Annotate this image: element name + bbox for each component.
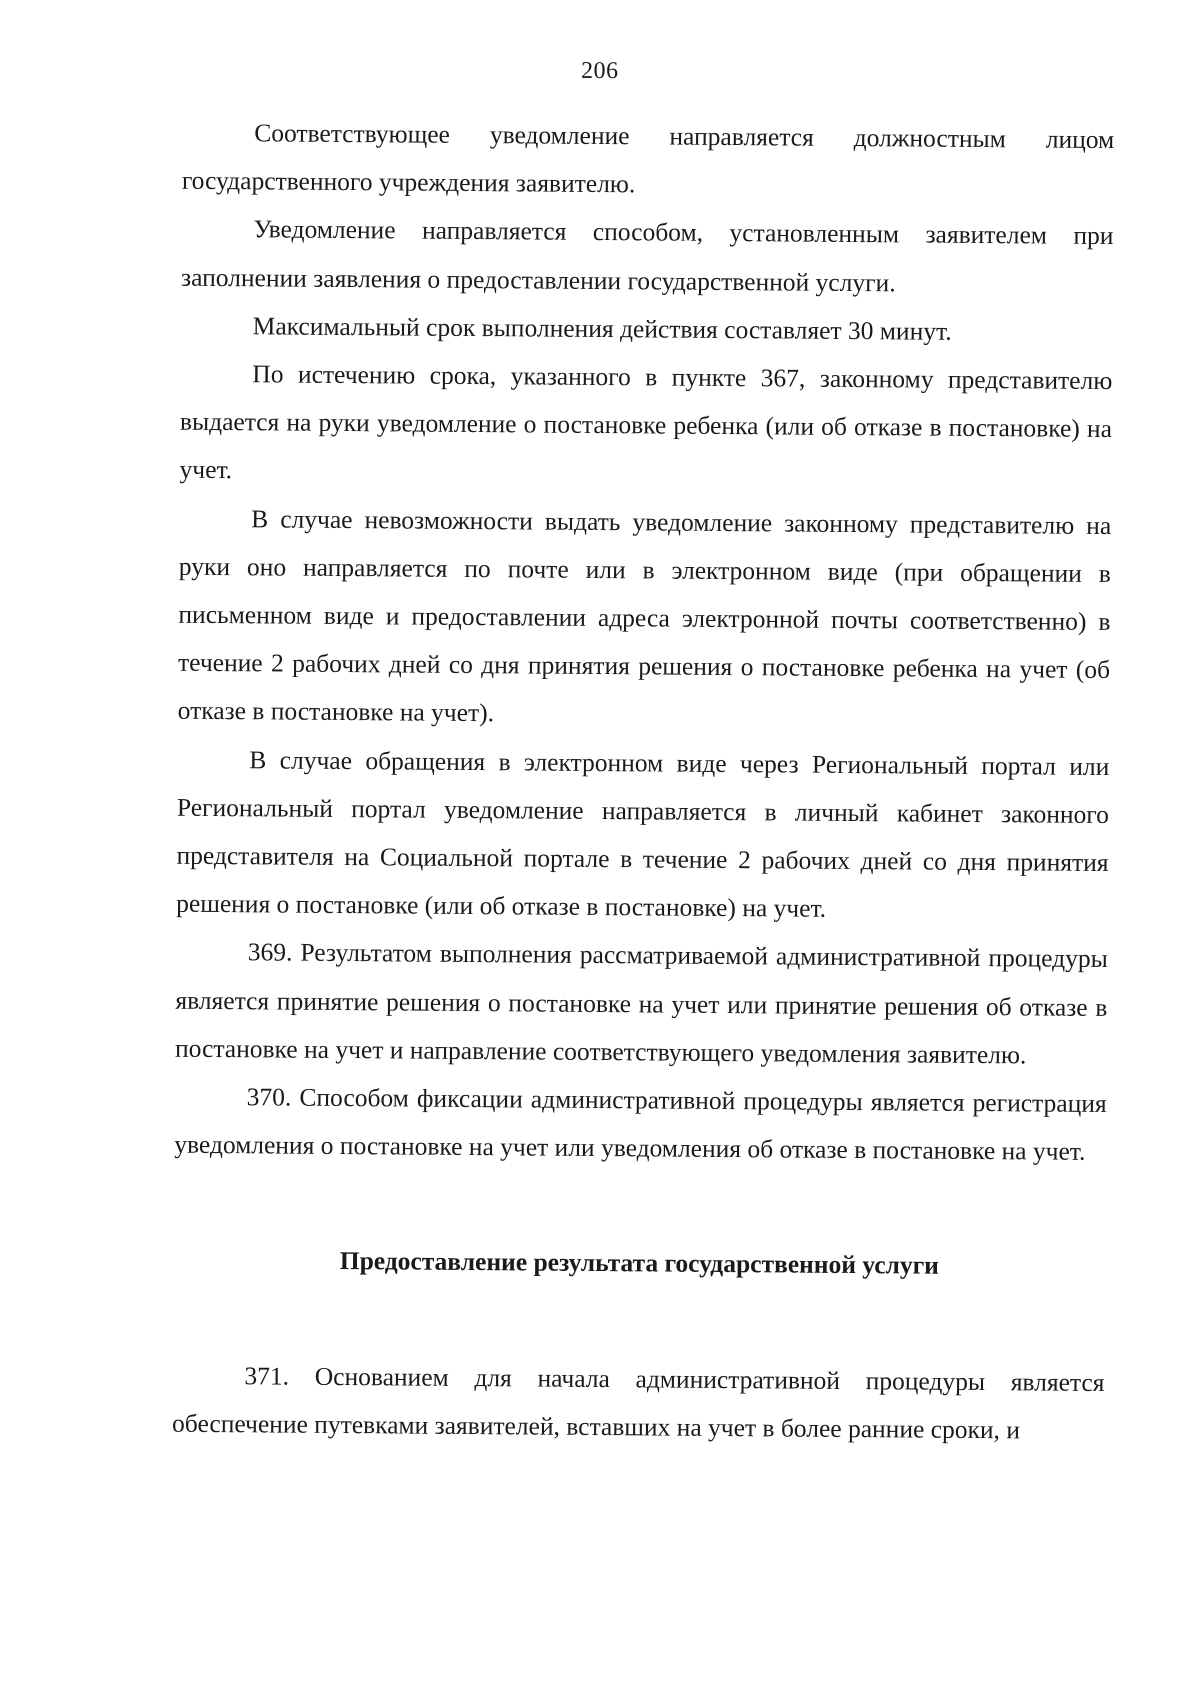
paragraph-mail-delivery: В случае невозможности выдать уведомление законному представителю на руки оно направляется по почте или в электронном виде (при обращении в письменном виде и предоставлении адреса электронной почты соответственно) в течение 2 рабочих дней со дня принятия решения о постановке ребенка на учет (об отказе в постановке на учет). <box>177 503 1112 728</box>
document-body <box>172 109 1114 1455</box>
paragraph-371: 371. Основанием для начала административной процедуры является обеспечение путевками заявителей, вставших на учет в более ранние сроки, и <box>172 1360 1105 1445</box>
paragraph-369: 369. Результатом выполнения рассматриваемой административной процедуры является принятие решения о постановке на учет или принятие решения об отказе в постановке на учет и направление соответствующего уведомления заявителю. <box>174 937 1108 1070</box>
section-heading: Предоставление результата государственной услуги <box>339 1246 940 1281</box>
paragraph-notification-method: Уведомление направляется способом, установленным заявителем при заполнении заявления о предоставлении государственной услуги. <box>181 214 1114 297</box>
paragraph-notification-sent: Соответствующее уведомление направляется должностным лицом государственного учреждения заявителю. <box>181 118 1115 199</box>
paragraph-electronic-delivery: В случае обращения в электронном виде через Региональный портал или Региональный портал уведомление направляется в личный кабинет законного представителя на Социальной портале в течение 2 рабочих дней со дня принятия решения о постановке (или об отказе в постановке) на учет. <box>176 744 1110 924</box>
page-number: 206 <box>580 57 619 85</box>
paragraph-max-duration: Максимальный срок выполнения действия составляет 30 минут. <box>252 311 952 346</box>
paragraph-after-deadline: По истечению срока, указанного в пункте 367, законному представителю выдается на руки уведомление о постановке ребенка (или об отказе в постановке) на учет. <box>179 359 1113 485</box>
paragraph-370: 370. Способом фиксации административной процедуры является регистрация уведомления о постановке на учет или уведомления об отказе в постановке на учет. <box>174 1082 1107 1167</box>
